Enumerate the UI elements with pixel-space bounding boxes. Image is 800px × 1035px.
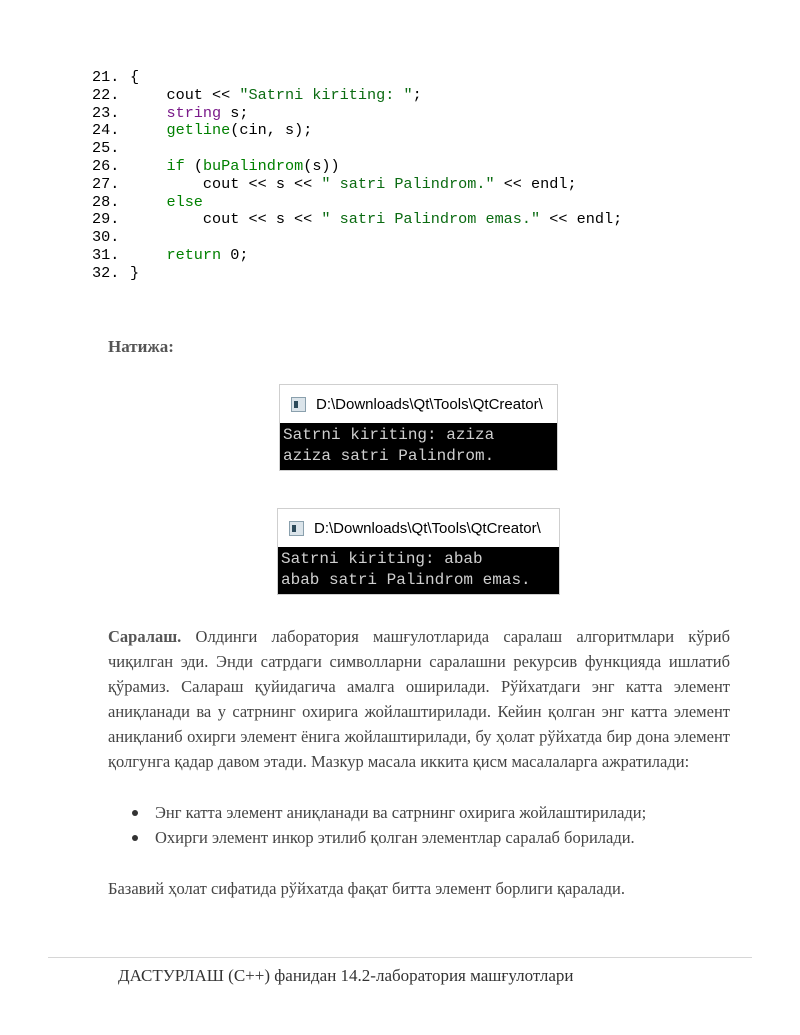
code-token: getline <box>166 121 231 140</box>
line-number: 30. <box>92 228 120 247</box>
console-line: Satrni kiriting: abab <box>281 550 483 568</box>
console-output <box>280 423 557 470</box>
console-output <box>278 547 559 594</box>
console-titlebar <box>280 385 557 423</box>
code-token: string <box>166 103 222 122</box>
bullet-icon <box>132 835 138 841</box>
code-line <box>92 105 622 123</box>
line-number: 23. <box>92 103 120 122</box>
code-token: (s)) <box>303 156 340 175</box>
console-title: D:\Downloads\Qt\Tools\QtCreator\ <box>316 395 543 413</box>
bullet-icon <box>132 810 138 816</box>
code-token: << endl; <box>540 210 623 229</box>
line-number: 24. <box>92 121 120 140</box>
code-token: return <box>166 245 222 264</box>
code-line <box>92 211 622 229</box>
base-case-paragraph: Базавий ҳолат сифатида рўйхатда фақат битта элемент борлиги қаралади. <box>108 879 625 898</box>
footer-text: ДАСТУРЛАШ (C++) фанидан 14.2-лаборатория машғулотлари <box>118 966 574 985</box>
console-window-2 <box>277 508 560 595</box>
code-indent <box>130 210 203 228</box>
line-number: 29. <box>92 210 120 229</box>
sorting-lead: Саралаш. <box>108 627 182 646</box>
sorting-text: Олдинги лаборатория машғулотларида саралаш алгоритмлари кўриб чиқилган эди. Энди сатрдаги символларни саралашни рекурсив функцияда ишлатиб қўрамиз. Салараш қуйидагича амалга оширилади. Рўйхатдаги энг катта элемент аниқланади ва у сатрнинг охирига жойлаштирилади. Кейин қолган энг катта элемент аниқланиб охирги элемент ёнига жойлаштирилади, бу ҳолат рўйхатда бир дона элемент қолгунга қадар давом этади. Мазкур масала иккита қисм масалаларга ажратилади: <box>108 627 730 771</box>
code-indent <box>130 193 166 211</box>
code-token: s; <box>221 103 249 122</box>
line-number: 32. <box>92 263 120 282</box>
code-line <box>92 158 622 176</box>
result-heading: Натижа: <box>108 337 174 356</box>
console-window-1 <box>279 384 558 471</box>
code-line <box>92 176 622 194</box>
code-token: "Satrni kiriting: " <box>239 85 413 104</box>
code-token: buPalindrom <box>202 156 304 175</box>
sorting-paragraph <box>108 624 730 774</box>
bullet-text: Энг катта элемент аниқланади ва сатрнинг охирига жойлаштирилади; <box>155 803 647 822</box>
line-number: 31. <box>92 245 120 264</box>
code-token: " satri Palindrom." <box>321 174 495 193</box>
code-line <box>92 194 622 212</box>
code-token: " satri Palindrom emas." <box>321 210 541 229</box>
code-indent <box>130 86 166 104</box>
footer-divider <box>48 957 752 958</box>
code-token: cout << s << <box>202 210 322 229</box>
console-titlebar <box>278 509 559 547</box>
code-line <box>92 140 622 158</box>
line-number: 27. <box>92 174 120 193</box>
console-line: aziza satri Palindrom. <box>283 447 495 465</box>
code-listing <box>92 69 622 283</box>
code-indent <box>130 175 203 193</box>
code-token: ( <box>184 156 203 175</box>
code-line <box>92 247 622 265</box>
code-indent <box>130 246 166 264</box>
bullet-list <box>130 800 646 850</box>
code-token: else <box>166 192 203 211</box>
code-line <box>92 229 622 247</box>
code-indent <box>130 157 166 175</box>
line-number: 21. <box>92 68 120 86</box>
console-line: Satrni kiriting: aziza <box>283 426 495 444</box>
line-number: 26. <box>92 156 120 175</box>
console-app-icon <box>291 397 306 412</box>
bullet-text: Охирги элемент инкор этилиб қолган элементлар саралаб борилади. <box>155 828 635 847</box>
code-token: ; <box>412 85 422 104</box>
console-title: D:\Downloads\Qt\Tools\QtCreator\ <box>314 519 541 537</box>
line-number: 22. <box>92 85 120 104</box>
code-line <box>92 122 622 140</box>
code-indent <box>130 121 166 139</box>
line-number: 28. <box>92 192 120 211</box>
code-line <box>92 69 622 87</box>
code-token: { <box>130 68 140 86</box>
code-line <box>92 87 622 105</box>
console-app-icon <box>289 521 304 536</box>
bullet-item <box>130 800 646 825</box>
code-line <box>92 265 622 283</box>
code-token: << endl; <box>494 174 577 193</box>
code-token: (cin, s); <box>230 121 313 140</box>
code-token: 0; <box>221 245 249 264</box>
code-token: if <box>166 156 185 175</box>
bullet-item <box>130 825 646 850</box>
code-indent <box>130 104 166 122</box>
code-token: } <box>130 263 140 282</box>
line-number: 25. <box>92 139 120 158</box>
code-token: cout << s << <box>202 174 322 193</box>
code-token: cout << <box>166 85 240 104</box>
console-line: abab satri Palindrom emas. <box>281 571 531 589</box>
